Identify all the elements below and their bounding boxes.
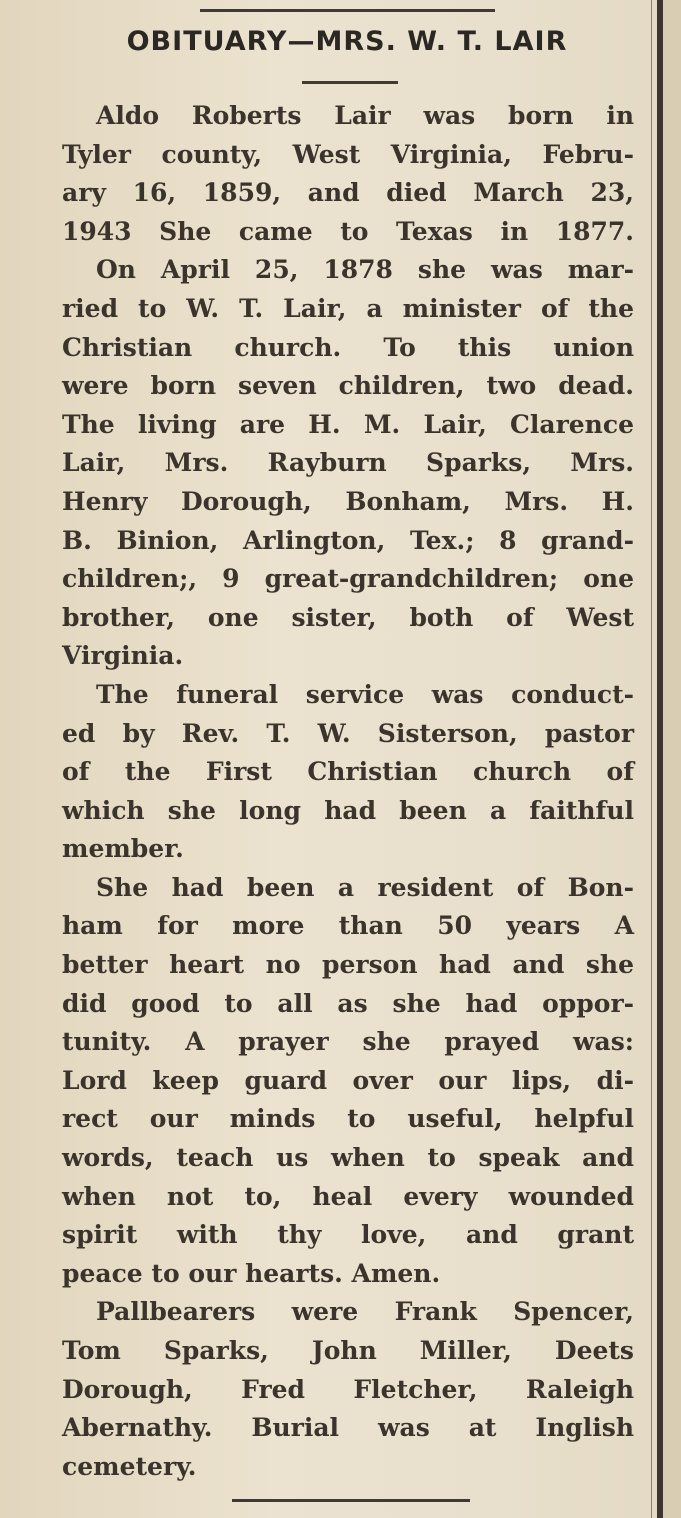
text-line: cemetery. bbox=[62, 1451, 197, 1481]
text-line: ed by Rev. T. W. Sisterson, pastor bbox=[62, 718, 634, 748]
text-line: Abernathy. Burial was at Inglish bbox=[62, 1413, 634, 1443]
text-line: 1943 She came to Texas in 1877. bbox=[62, 216, 634, 246]
text-line: B. Binion, Arlington, Tex.; 8 grand- bbox=[62, 525, 634, 555]
text-line: when not to, heal every wounded bbox=[62, 1181, 634, 1211]
text-line: spirit with thy love, and grant bbox=[62, 1220, 634, 1250]
text-line: did good to all as she had oppor- bbox=[62, 988, 634, 1018]
text-line: tunity. A prayer she prayed was: bbox=[62, 1027, 634, 1057]
text-line: peace to our hearts. Amen. bbox=[62, 1258, 441, 1288]
top-rule bbox=[200, 9, 495, 12]
paragraph-family bbox=[62, 251, 634, 676]
obituary-headline: OBITUARY—MRS. W. T. LAIR bbox=[126, 26, 568, 57]
end-rule bbox=[232, 1499, 470, 1502]
text-line: On April 25, 1878 she was mar- bbox=[96, 255, 634, 285]
text-line: She had been a resident of Bon- bbox=[96, 872, 634, 902]
text-line: Christian church. To this union bbox=[62, 332, 634, 362]
text-line: The living are H. M. Lair, Clarence bbox=[62, 409, 634, 439]
text-line: words, teach us when to speak and bbox=[62, 1143, 634, 1173]
headline-rule bbox=[302, 81, 398, 84]
text-line: rect our minds to useful, helpful bbox=[62, 1104, 634, 1134]
obituary-body bbox=[62, 97, 634, 1486]
text-line: Tyler county, West Virginia, Febru- bbox=[62, 139, 634, 169]
text-line: Dorough, Fred Fletcher, Raleigh bbox=[62, 1374, 634, 1404]
text-line: which she long had been a faithful bbox=[62, 795, 634, 825]
text-line: children;, 9 great-grandchildren; one bbox=[62, 564, 634, 594]
text-line: Lord keep guard over our lips, di- bbox=[62, 1065, 634, 1095]
paragraph-birth bbox=[62, 97, 634, 251]
text-line: brother, one sister, both of West bbox=[62, 602, 634, 632]
paragraph-pallbearers bbox=[62, 1293, 634, 1486]
text-line: The funeral service was conduct- bbox=[96, 679, 634, 709]
text-line: were born seven children, two dead. bbox=[62, 371, 634, 401]
text-line: Lair, Mrs. Rayburn Sparks, Mrs. bbox=[62, 448, 634, 478]
text-line: ried to W. T. Lair, a minister of the bbox=[62, 293, 634, 323]
column-gutter bbox=[663, 0, 681, 1518]
text-line: ham for more than 50 years A bbox=[62, 911, 634, 941]
paragraph-funeral bbox=[62, 676, 634, 869]
text-line: of the First Christian church of bbox=[62, 757, 634, 787]
text-line: ary 16, 1859, and died March 23, bbox=[62, 178, 634, 208]
paragraph-residence-prayer bbox=[62, 869, 634, 1294]
text-line: Henry Dorough, Bonham, Mrs. H. bbox=[62, 486, 634, 516]
text-line: member. bbox=[62, 834, 184, 864]
column-divider-thin bbox=[651, 0, 652, 1518]
text-line: Aldo Roberts Lair was born in bbox=[96, 101, 634, 130]
text-line: Pallbearers were Frank Spencer, bbox=[96, 1297, 634, 1327]
text-line: Virginia. bbox=[62, 641, 184, 671]
text-line: better heart no person had and she bbox=[62, 950, 634, 980]
text-line: Tom Sparks, John Miller, Deets bbox=[62, 1336, 634, 1365]
